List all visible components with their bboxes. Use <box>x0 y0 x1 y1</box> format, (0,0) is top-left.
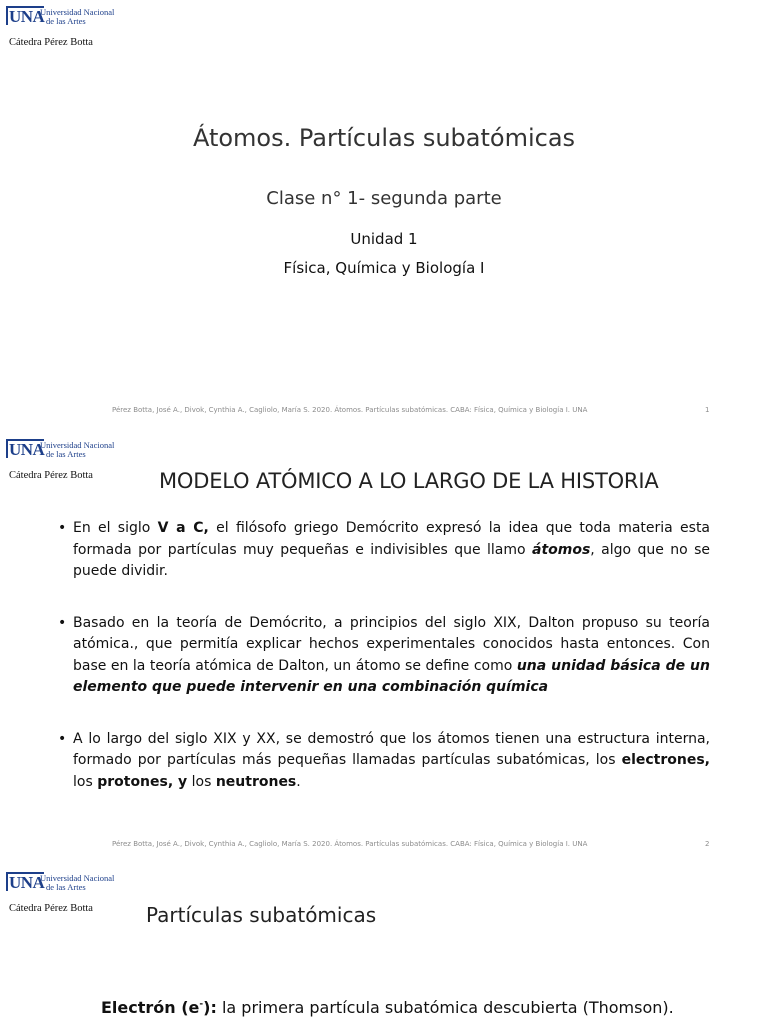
slide-footer: Pérez Botta, José A., Divok, Cynthia A., Cagliolo, María S. 2020. Átomos. Partículas subatómicas. CABA: Física, Química y Biología I. UNA <box>112 840 588 848</box>
page-number: 2 <box>705 840 710 848</box>
bullet-dalton: • Basado en la teoría de Demócrito, a principios del siglo XIX, Dalton propuso su teoría atómica., que permitía explicar hechos experimentales conocidos hasta entonces. Con base en la teoría atómica de Dalton, un átomo se define como una unidad básica de un elemento que puede intervenir en una combinación química <box>58 613 710 699</box>
slide-footer: Pérez Botta, José A., Divok, Cynthia A., Cagliolo, María S. 2020. Átomos. Partículas subatómicas. CABA: Física, Química y Biología I. UNA <box>112 406 588 414</box>
logo-line-1: Universidad Nacional <box>40 7 115 17</box>
bullet-democrito: • En el siglo V a C, el filósofo griego Demócrito expresó la idea que toda materia esta formada por partículas muy pequeñas e indivisibles que llamo átomos, algo que no se puede dividir. <box>58 518 710 583</box>
slide-subtitle: Clase n° 1- segunda parte <box>266 188 502 209</box>
slide-title: MODELO ATÓMICO A LO LARGO DE LA HISTORIA <box>159 469 659 493</box>
slide-title: Átomos. Partículas subatómicas <box>192 124 576 152</box>
logo-line-1: Universidad Nacional <box>40 873 115 883</box>
una-logo-mark: UNA <box>6 439 44 458</box>
catedra-label: Cátedra Pérez Botta <box>9 903 93 914</box>
bullet-subatomic: • A lo largo del siglo XIX y XX, se demostró que los átomos tienen una estructura interna, formado por partículas más pequeñas llamadas partículas subatómicas, los electrones, los protones, y los neutrones. <box>58 729 710 794</box>
logo-line-1: Universidad Nacional <box>40 440 115 450</box>
logo-line-2: de las Artes <box>46 882 86 892</box>
catedra-label: Cátedra Pérez Botta <box>9 37 93 48</box>
slide-1 <box>0 0 768 425</box>
slide-2 <box>0 433 768 858</box>
slide-3 <box>0 866 768 1024</box>
una-logo-text <box>40 874 120 892</box>
una-logo-mark: UNA <box>6 872 44 891</box>
logo-line-2: de las Artes <box>46 16 86 26</box>
una-logo-mark: UNA <box>6 6 44 25</box>
catedra-label: Cátedra Pérez Botta <box>9 470 93 481</box>
logo-line-2: de las Artes <box>46 449 86 459</box>
page-number: 1 <box>705 406 710 414</box>
una-logo-text <box>40 8 120 26</box>
una-logo-text <box>40 441 120 459</box>
course-label: Física, Química y Biología I <box>283 259 485 277</box>
slide-title: Partículas subatómicas <box>146 903 377 927</box>
bullet-list <box>58 518 710 793</box>
electron-definition: Electrón (e-): la primera partícula subatómica descubierta (Thomson). <box>101 998 674 1017</box>
unit-label: Unidad 1 <box>350 230 418 248</box>
